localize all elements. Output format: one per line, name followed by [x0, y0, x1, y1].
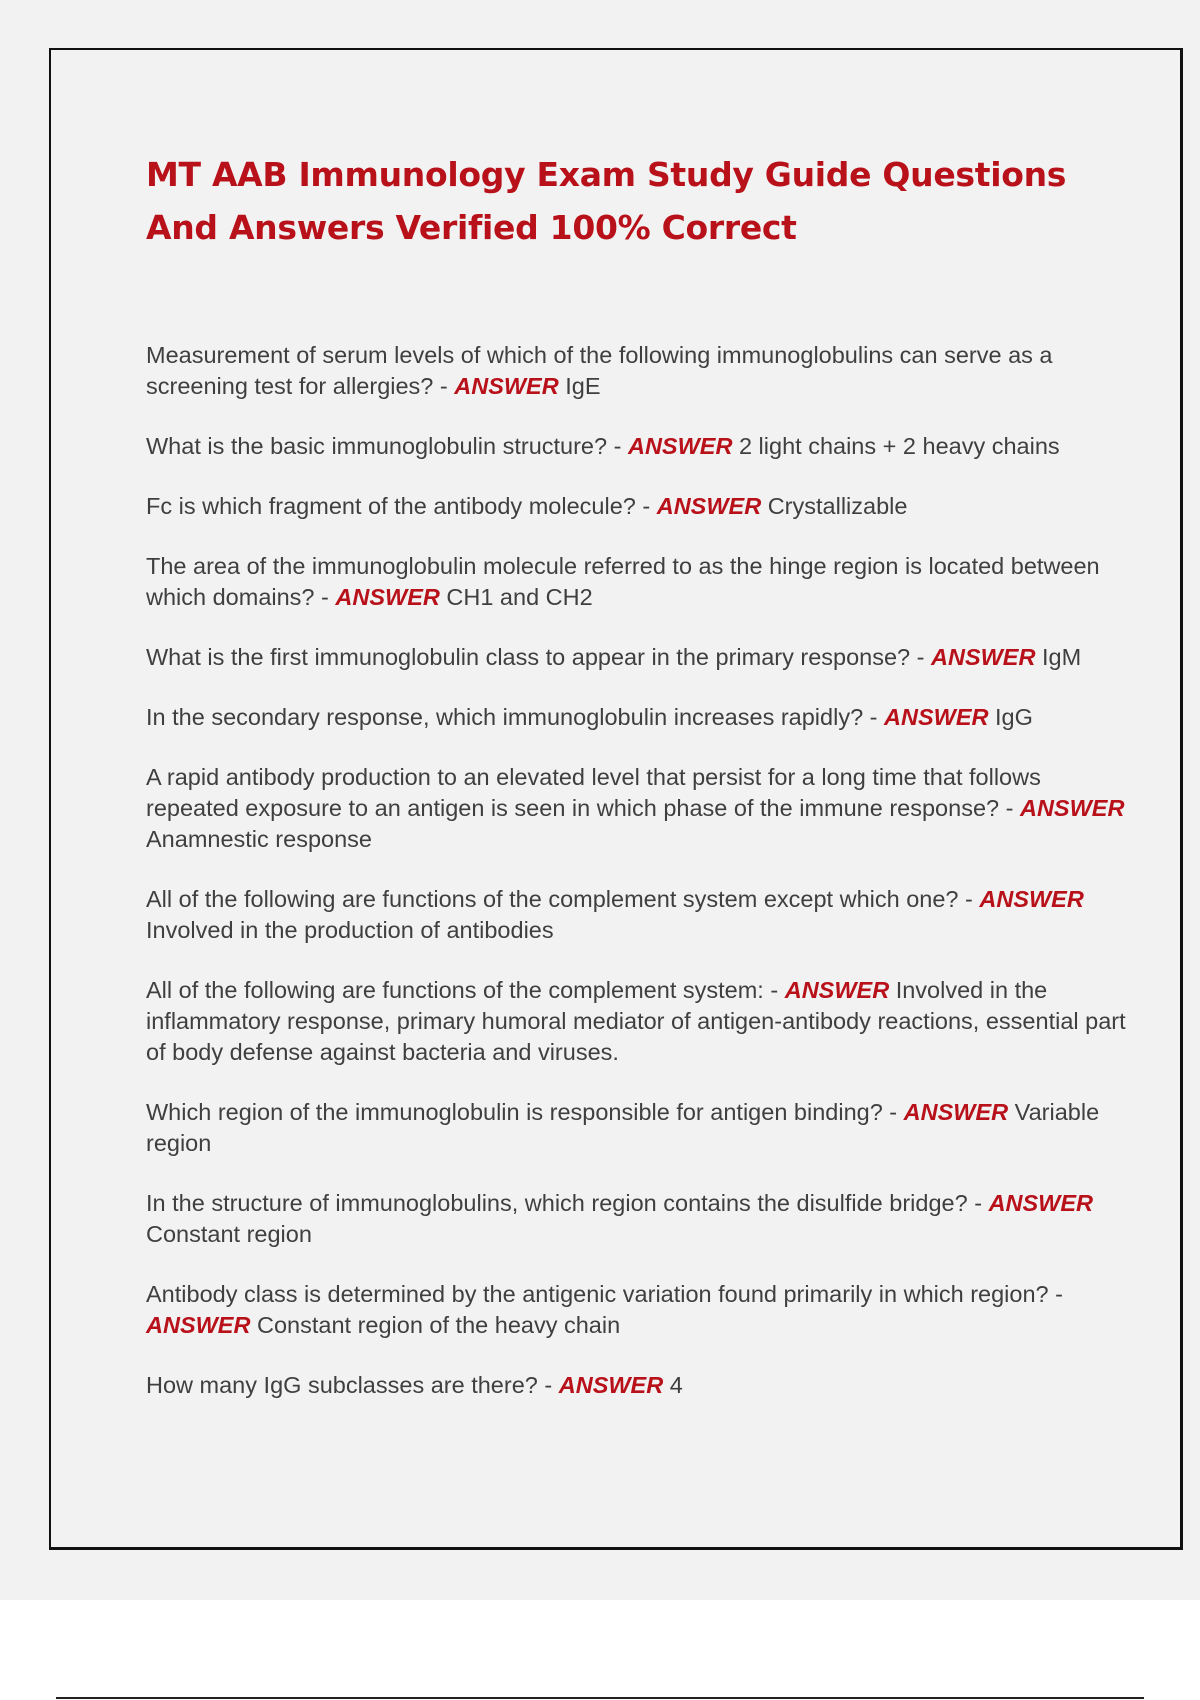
separator: - — [1048, 1281, 1063, 1307]
qa-item — [146, 1097, 1136, 1159]
answer-text: CH1 and CH2 — [446, 584, 593, 610]
answer-text: Constant region of the heavy chain — [256, 1312, 621, 1338]
separator: - — [999, 795, 1020, 821]
answer-text: 4 — [669, 1372, 683, 1398]
question-text: Which region of the immunoglobulin is responsible for antigen binding? — [146, 1099, 883, 1125]
answer-label: ANSWER — [988, 1190, 1094, 1216]
separator: - — [314, 584, 336, 610]
qa-item — [146, 1279, 1136, 1341]
qa-item — [146, 702, 1136, 733]
answer-text: IgE — [565, 373, 601, 399]
question-text: All of the following are functions of the complement system: — [146, 977, 764, 1003]
answer-text: Involved in the production of antibodies — [146, 917, 554, 943]
answer-label: ANSWER — [884, 704, 989, 730]
answer-text: IgG — [995, 704, 1033, 730]
question-text: Measurement of serum levels of which of the following immunoglobulins can serve as a screening test for allergies? — [146, 342, 1053, 399]
separator: - — [882, 1099, 904, 1125]
answer-label: ANSWER — [656, 493, 762, 519]
answer-label: ANSWER — [979, 886, 1084, 912]
answer-label: ANSWER — [931, 644, 1036, 670]
separator: - — [910, 644, 931, 670]
question-text: In the secondary response, which immunoglobulin increases rapidly? — [146, 704, 864, 730]
qa-item — [146, 762, 1136, 855]
qa-item — [146, 975, 1136, 1068]
question-text: A rapid antibody production to an elevated level that persist for a long time that follows repeated exposure to an antigen is seen in which phase of the immune response? — [146, 764, 1041, 821]
qa-item — [146, 551, 1136, 613]
separator: - — [763, 977, 785, 1003]
separator: - — [635, 493, 657, 519]
question-text: How many IgG subclasses are there? — [146, 1372, 538, 1398]
answer-text: Crystallizable — [767, 493, 908, 519]
question-text: In the structure of immunoglobulins, which region contains the disulfide bridge? — [146, 1190, 968, 1216]
question-text: What is the first immunoglobulin class to appear in the primary response? — [146, 644, 911, 670]
qa-item — [146, 431, 1136, 462]
qa-item — [146, 340, 1136, 402]
qa-item — [146, 884, 1136, 946]
separator: - — [967, 1190, 989, 1216]
answer-label: ANSWER — [1019, 795, 1125, 821]
document-page — [49, 48, 1183, 1550]
separator: - — [863, 704, 885, 730]
separator: - — [433, 373, 455, 399]
answer-label: ANSWER — [454, 373, 559, 399]
answer-text: Involved in the inflammatory response, primary humoral mediator of antigen-antibody reactions, essential part of body defense against bacteria and viruses. — [146, 977, 1126, 1065]
qa-item — [146, 1370, 1136, 1401]
question-text: All of the following are functions of the complement system except which one? — [146, 886, 959, 912]
question-text: Fc is which fragment of the antibody molecule? — [146, 493, 636, 519]
question-text: The area of the immunoglobulin molecule referred to as the hinge region is located between which domains? — [146, 553, 1100, 610]
answer-text: IgM — [1041, 644, 1082, 670]
answer-label: ANSWER — [146, 1312, 251, 1338]
qa-item — [146, 642, 1136, 673]
question-text: What is the basic immunoglobulin structure? — [146, 433, 608, 459]
separator: - — [958, 886, 980, 912]
separator: - — [607, 433, 628, 459]
answer-label: ANSWER — [627, 433, 733, 459]
document-title: MT AAB Immunology Exam Study Guide Questions And Answers Verified 100% Correct — [146, 155, 1067, 247]
answer-label: ANSWER — [558, 1372, 664, 1398]
answer-text: Variable region — [146, 1099, 1100, 1156]
qa-list — [146, 340, 1136, 1430]
qa-item — [146, 491, 1136, 522]
answer-label: ANSWER — [335, 584, 440, 610]
answer-text: Constant region — [146, 1221, 312, 1247]
separator: - — [537, 1372, 559, 1398]
answer-label: ANSWER — [903, 1099, 1009, 1125]
answer-text: 2 light chains + 2 heavy chains — [738, 433, 1060, 459]
question-text: Antibody class is determined by the antigenic variation found primarily in which region? — [146, 1281, 1049, 1307]
qa-item — [146, 1188, 1136, 1250]
answer-label: ANSWER — [784, 977, 890, 1003]
bottom-divider — [56, 1697, 1144, 1699]
answer-text: Anamnestic response — [146, 826, 372, 852]
